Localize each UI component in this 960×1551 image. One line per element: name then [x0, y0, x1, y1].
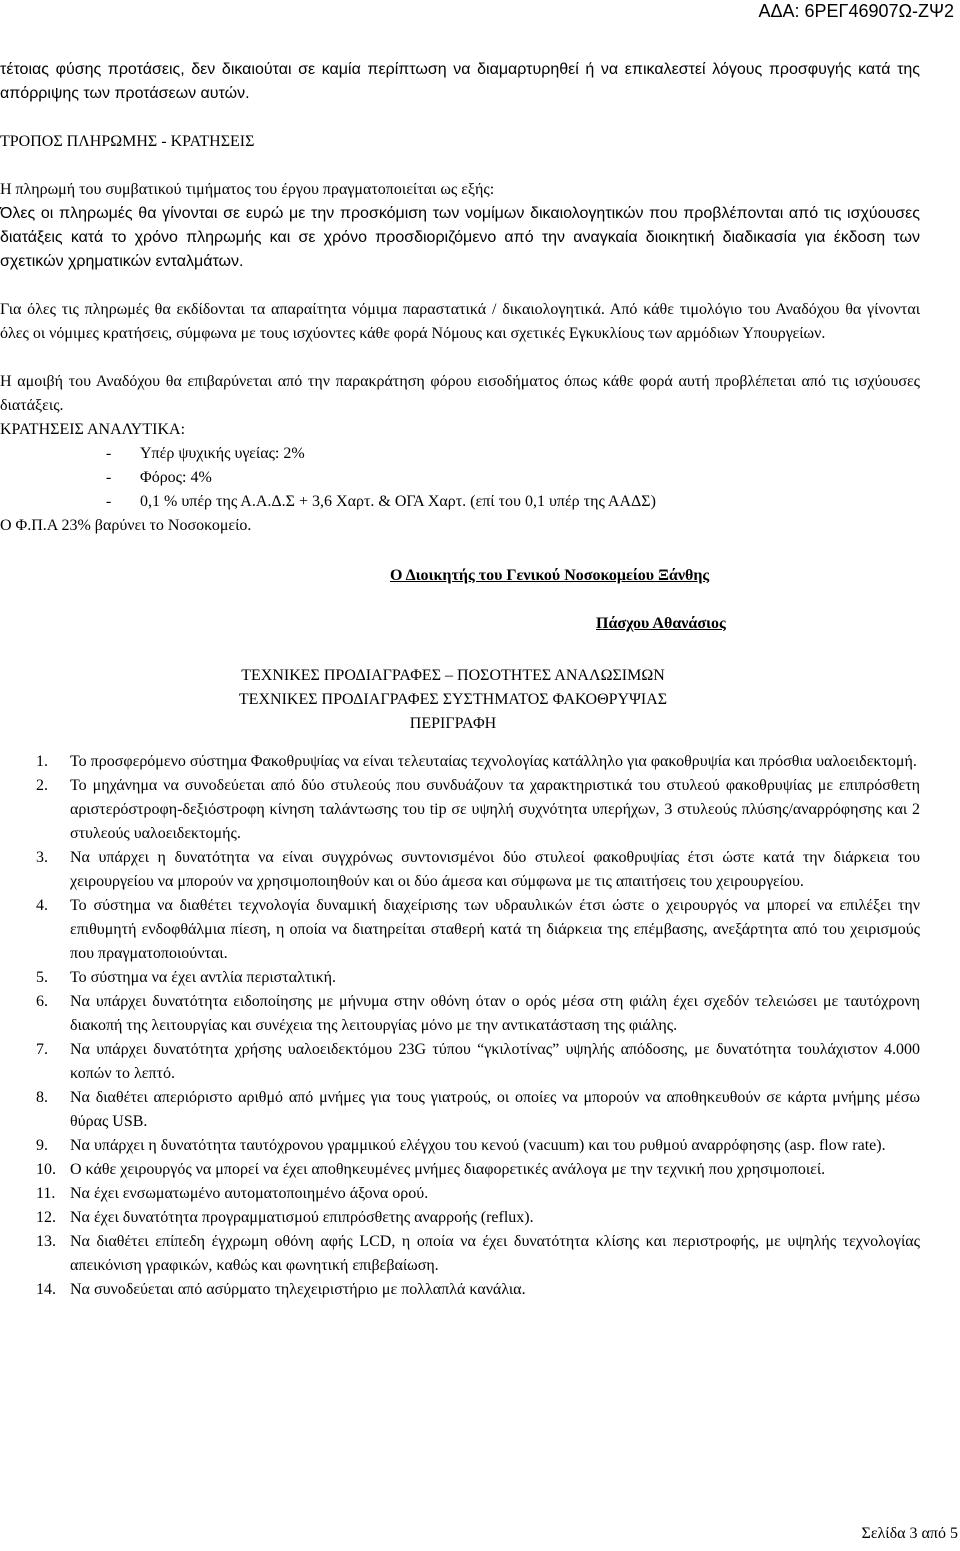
signatory-name: Πάσχου Αθανάσιος	[596, 615, 726, 632]
spec-heading-3: ΠΕΡΙΓΡΑΦΗ	[409, 715, 497, 732]
payment-line: Η πληρωμή του συμβατικού τιμήματος του έργου πραγματοποιείται ως εξής:	[0, 181, 495, 198]
documents-paragraph: Για όλες τις πληρωμές θα εκδίδονται τα απαραίτητα νόμιμα παραστατικά / δικαιολογητικά. Από κάθε τιμολόγιο του Αναδόχου θα γίνονται όλες οι νόμιμες κρατήσεις, σύμφωνα με τους ισχύοντες κάθε φορά Νόμους και σχετικές Εγκυκλίους των αρμόδιων Υπουργείων.	[0, 301, 920, 342]
list-item: 12. Να έχει δυνατότητα προγραμματισμού επιπρόσθετης αναρροής (reflux).	[36, 1209, 534, 1226]
deductions-title: ΚΡΑΤΗΣΕΙΣ ΑΝΑΛΥΤΙΚΑ:	[0, 421, 186, 438]
page-number: Σελίδα 3 από 5	[861, 1525, 958, 1542]
ada-code: ΑΔΑ: 6ΡΕΓ46907Ω-ΖΨ2	[758, 1, 954, 21]
list-item: 10. Ο κάθε χειρουργός να μπορεί να έχει αποθηκευμένες μνήμες διαφορετικές ανάλογα με την τεχνική που χρησιμοποιεί.	[36, 1161, 826, 1178]
spec-heading-2: ΤΕΧΝΙΚΕΣ ΠΡΟΔΙΑΓΡΑΦΕΣ ΣΥΣΤΗΜΑΤΟΣ ΦΑΚΟΘΡΥΨΙΑΣ	[238, 691, 668, 708]
tax-paragraph: Η αμοιβή του Αναδόχου θα επιβαρύνεται από την παρακράτηση φόρου εισοδήματος όπως κάθε φορά αυτή προβλέπεται από τις ισχύουσες διατάξεις.	[0, 373, 920, 414]
vat-line: Ο Φ.Π.Α 23% βαρύνει το Νοσοκομείο.	[0, 517, 252, 534]
list-item: - 0,1 % υπέρ της Α.Α.Δ.Σ + 3,6 Χαρτ. & ΟΓΑ Χαρτ. (επί του 0,1 υπέρ της ΑΑΔΣ)	[106, 493, 656, 510]
list-item: 4. Το σύστημα να διαθέτει τεχνολογία δυναμική διαχείρισης των υδραυλικών έτσι ώστε ο χειρουργός να μπορεί να επιλέξει την επιθυμητή ενδοφθάλμια πίεση, η οποία να διατηρείται σταθερή κατά τη διάρκεια της επέμβασης, ανεξάρτητα από του χειρισμούς που πραγματοποιούνται.	[36, 897, 920, 962]
list-item: 14. Να συνοδεύεται από ασύρματο τηλεχειριστήριο με πολλαπλά κανάλια.	[36, 1281, 526, 1298]
list-item: 8. Να διαθέτει απεριόριστο αριθμό από μνήμες για τους γιατρούς, οι οποίες να μπορούν να αποθηκευθούν σε κάρτα μνήμης μέσω θύρας USB.	[36, 1089, 920, 1130]
spec-heading-1: ΤΕΧΝΙΚΕΣ ΠΡΟΔΙΑΓΡΑΦΕΣ – ΠΟΣΟΤΗΤΕΣ ΑΝΑΛΩΣΙΜΩΝ	[241, 667, 665, 684]
list-item: 11. Να έχει ενσωματωμένο αυτοματοποιημένο άξονα ορού.	[36, 1185, 429, 1202]
list-item: - Φόρος: 4%	[106, 469, 212, 486]
list-item: 6. Να υπάρχει δυνατότητα ειδοποίησης με μήνυμα στην οθόνη όταν ο ορός μέσα στη φιάλη έχει σχεδόν τελειώσει με ταυτόχρονη διακοπή της λειτουργίας και συνέχεια της λειτουργίας μόνο με την αντικατάσταση της φιάλης.	[36, 993, 920, 1034]
spec-list	[0, 750, 920, 1302]
list-item: 13. Να διαθέτει επίπεδη έγχρωμη οθόνη αφής LCD, η οποία να έχει δυνατότητα κλίσης και περιστροφής, με υψηλής τεχνολογίας απεικόνιση γραφικών, καθώς και φωνητική επιβεβαίωση.	[36, 1233, 920, 1274]
payment-paragraph: Όλες οι πληρωμές θα γίνονται σε ευρώ με την προσκόμιση των νομίμων δικαιολογητικών που προβλέπονται από τις ισχύουσες διατάξεις κατά το χρόνο πληρωμής και σε χρόνο προσδιοριζόμενο από την αναγκαία διοικητική διαδικασία για έκδοση των σχετικών χρηματικών ενταλμάτων.	[0, 205, 920, 270]
list-item: 9. Να υπάρχει η δυνατότητα ταυτόχρονου γραμμικού ελέγχου του κενού (vacuum) και του ρυθμού αναρρόφησης (asp. flow rate).	[36, 1137, 886, 1154]
list-item: 2. Το μηχάνημα να συνοδεύεται από δύο στυλεούς που συνδυάζουν τα χαρακτηριστικά του στυλεού φακοθρυψίας με επιπρόσθετη αριστερόστροφη-δεξιόστροφη κίνηση ταλάντωσης του tip σε υψηλή συχνότητα υπερήχων, 3 στυλεούς πλύσης/αναρρόφησης και 2 στυλεούς υαλοειδεκτομής.	[36, 777, 920, 842]
deductions-list	[106, 442, 920, 514]
list-item: 1. Το προσφερόμενο σύστημα Φακοθρυψίας να είναι τελευταίας τεχνολογίας κατάλληλο για φακοθρυψία και πρόσθια υαλοειδεκτομή.	[36, 753, 917, 770]
page-content	[0, 58, 920, 1302]
list-item: 3. Να υπάρχει η δυνατότητα να είναι συγχρόνως συντονισμένοι δύο στυλεοί φακοθρυψίας έτσι ώστε κατά την διάρκεια του χειρουργείου να μπορούν να χρησιμοποιηθούν και οι δύο άμεσα και σύμφωνα με τις απαιτήσεις του χειρουργείου.	[36, 849, 920, 890]
signatory-title: Ο Διοικητής του Γενικού Νοσοκομείου Ξάνθης	[390, 567, 710, 584]
payment-title: ΤΡΟΠΟΣ ΠΛΗΡΩΜΗΣ - ΚΡΑΤΗΣΕΙΣ	[0, 133, 255, 150]
list-item: 5. Το σύστημα να έχει αντλία περισταλτική.	[36, 969, 336, 986]
list-item: - Υπέρ ψυχικής υγείας: 2%	[106, 445, 305, 462]
list-item: 7. Να υπάρχει δυνατότητα χρήσης υαλοειδεκτόμου 23G τύπου “γκιλοτίνας” υψηλής απόδοσης, με δυνατότητα τουλάχιστον 4.000 κοπών το λεπτό.	[36, 1041, 920, 1082]
intro-paragraph: τέτοιας φύσης προτάσεις, δεν δικαιούται σε καμία περίπτωση να διαμαρτυρηθεί ή να επικαλεστεί λόγους προσφυγής κατά της απόρριψης των προτάσεων αυτών.	[0, 61, 920, 102]
